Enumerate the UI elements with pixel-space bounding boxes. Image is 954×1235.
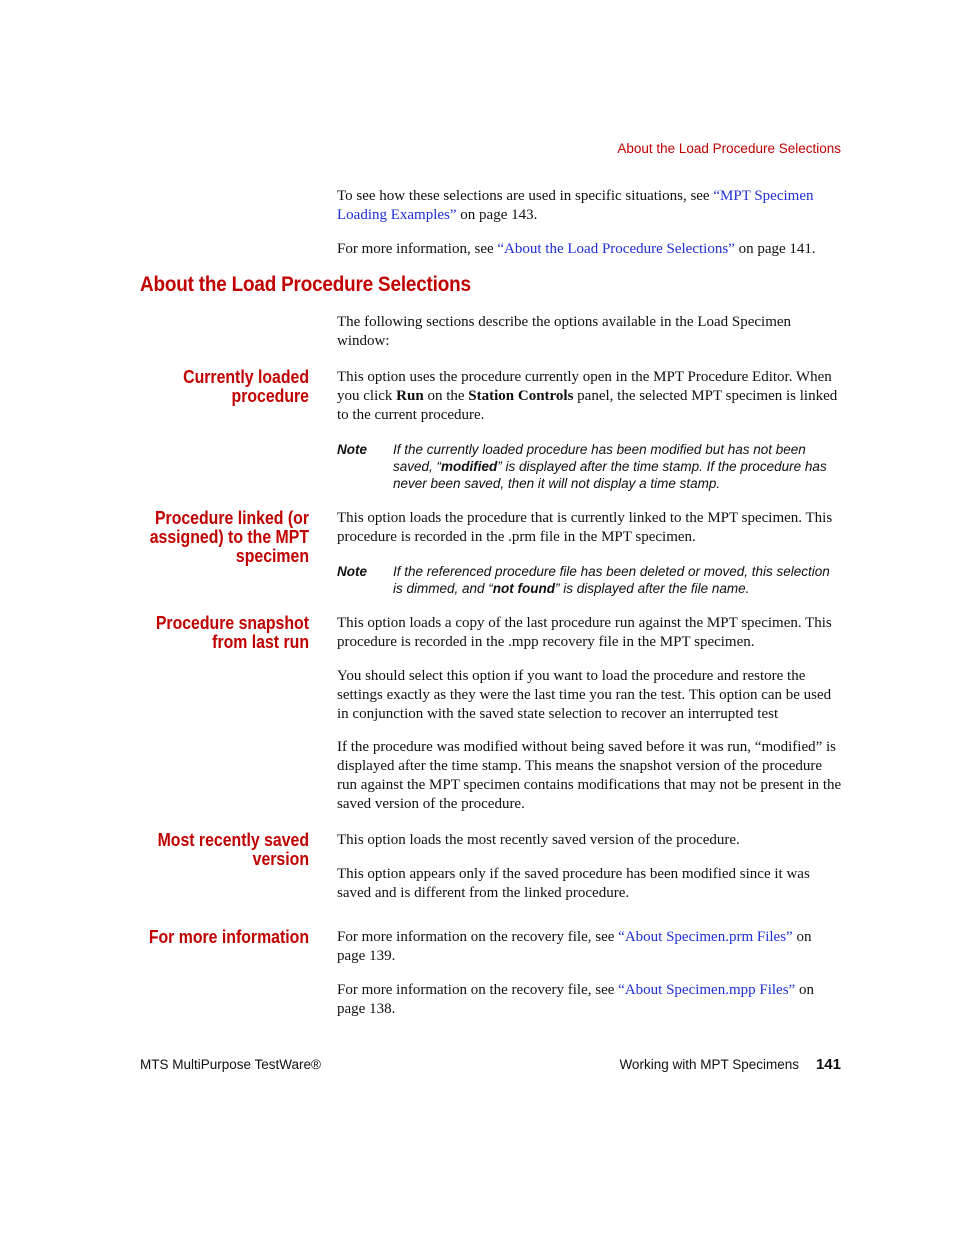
body-text: on page 138. bbox=[337, 982, 814, 1017]
note-text bbox=[393, 563, 843, 597]
note-procedure-linked bbox=[337, 563, 843, 598]
body-text: on the bbox=[423, 388, 469, 404]
footer-product-name: MTS MultiPurpose TestWare® bbox=[140, 1057, 321, 1072]
snapshot-paragraph-2: You should select this option if you want to load the procedure and restore the settings exactly as they were the last time you ran the test. This option can be used in conjunction with the saved state selection to recover an interrupted test bbox=[337, 668, 832, 722]
note-currently-loaded bbox=[337, 441, 843, 493]
snapshot-paragraph-1: This option loads a copy of the last procedure run against the MPT specimen. This procedure is recorded in the .mpp recovery file in the MPT specimen. bbox=[337, 615, 832, 650]
most-recent-paragraph-2: This option appears only if the saved procedure has been modified since it was saved and is different from the linked procedure. bbox=[337, 866, 810, 901]
heading-procedure-linked: Procedure linked (or assigned) to the MPT specimen bbox=[149, 508, 309, 566]
body-text: on page 139. bbox=[337, 929, 812, 964]
footer-chapter-title: Working with MPT Specimens bbox=[619, 1057, 799, 1072]
link-about-specimen-mpp-files[interactable]: “About Specimen.mpp Files” bbox=[618, 982, 796, 998]
note-label: Note bbox=[337, 442, 367, 457]
link-mpt-specimen-loading-examples[interactable]: “MPT Specimen Loading Examples” bbox=[337, 188, 814, 223]
heading-procedure-snapshot: Procedure snapshot from last run bbox=[155, 613, 309, 652]
more-info-paragraph-1 bbox=[337, 928, 843, 966]
link-about-load-procedure-selections[interactable]: “About the Load Procedure Selections” bbox=[497, 241, 735, 257]
body-text: panel, the selected MPT specimen is linked to the current procedure. bbox=[337, 388, 838, 423]
note-text-part: If the referenced procedure file has been deleted or moved, this selection is dimmed, and “ bbox=[393, 564, 830, 596]
note-label: Note bbox=[337, 564, 367, 579]
intro-text-after: on page 143. bbox=[456, 207, 538, 223]
more-info-paragraph-2 bbox=[337, 981, 843, 1019]
note-bold: not found bbox=[492, 581, 556, 596]
section-intro: The following sections describe the options available in the Load Specimen window: bbox=[337, 314, 792, 349]
intro-paragraph-1 bbox=[337, 187, 843, 225]
link-about-specimen-prm-files[interactable]: “About Specimen.prm Files” bbox=[618, 929, 793, 945]
note-text bbox=[393, 441, 843, 492]
bold-station-controls: Station Controls bbox=[468, 388, 574, 404]
running-head: About the Load Procedure Selections bbox=[617, 141, 841, 156]
note-bold: modified bbox=[441, 459, 498, 474]
body-text: For more information on the recovery file, see bbox=[337, 982, 619, 998]
note-text-part: ” is displayed after the file name. bbox=[555, 581, 750, 596]
heading-most-recently-saved: Most recently saved version bbox=[157, 830, 309, 869]
body-text: For more information on the recovery file, see bbox=[337, 929, 619, 945]
intro-text: To see how these selections are used in specific situations, see bbox=[337, 188, 714, 204]
section-title: About the Load Procedure Selections bbox=[140, 273, 471, 296]
linked-text: This option loads the procedure that is currently linked to the MPT specimen. This procedure is recorded in the .prm file in the MPT specimen. bbox=[337, 510, 833, 545]
heading-for-more-information: For more information bbox=[148, 927, 309, 947]
most-recent-paragraph-1: This option loads the most recently saved version of the procedure. bbox=[337, 832, 740, 848]
snapshot-paragraph-3: If the procedure was modified without being saved before it was run, “modified” is displayed after the time stamp. This means the snapshot version of the procedure run against the MPT specimen contains modifications that may not be present in the saved version of the procedure. bbox=[337, 739, 842, 812]
page-number: 141 bbox=[815, 1056, 841, 1073]
body-text: This option uses the procedure currently open in the MPT Procedure Editor. When you click bbox=[337, 369, 832, 404]
intro-text: For more information, see bbox=[337, 241, 498, 257]
note-text-part: If the currently loaded procedure has been modified but has not been saved, “ bbox=[393, 442, 806, 474]
heading-currently-loaded: Currently loaded procedure bbox=[183, 367, 309, 406]
currently-loaded-text bbox=[337, 368, 843, 425]
bold-run: Run bbox=[396, 388, 424, 404]
note-text-part: ” is displayed after the time stamp. If the procedure has never been saved, then it will not display a time stamp. bbox=[393, 459, 827, 491]
intro-paragraph-2 bbox=[337, 240, 843, 259]
intro-text-after: on page 141. bbox=[734, 241, 816, 257]
